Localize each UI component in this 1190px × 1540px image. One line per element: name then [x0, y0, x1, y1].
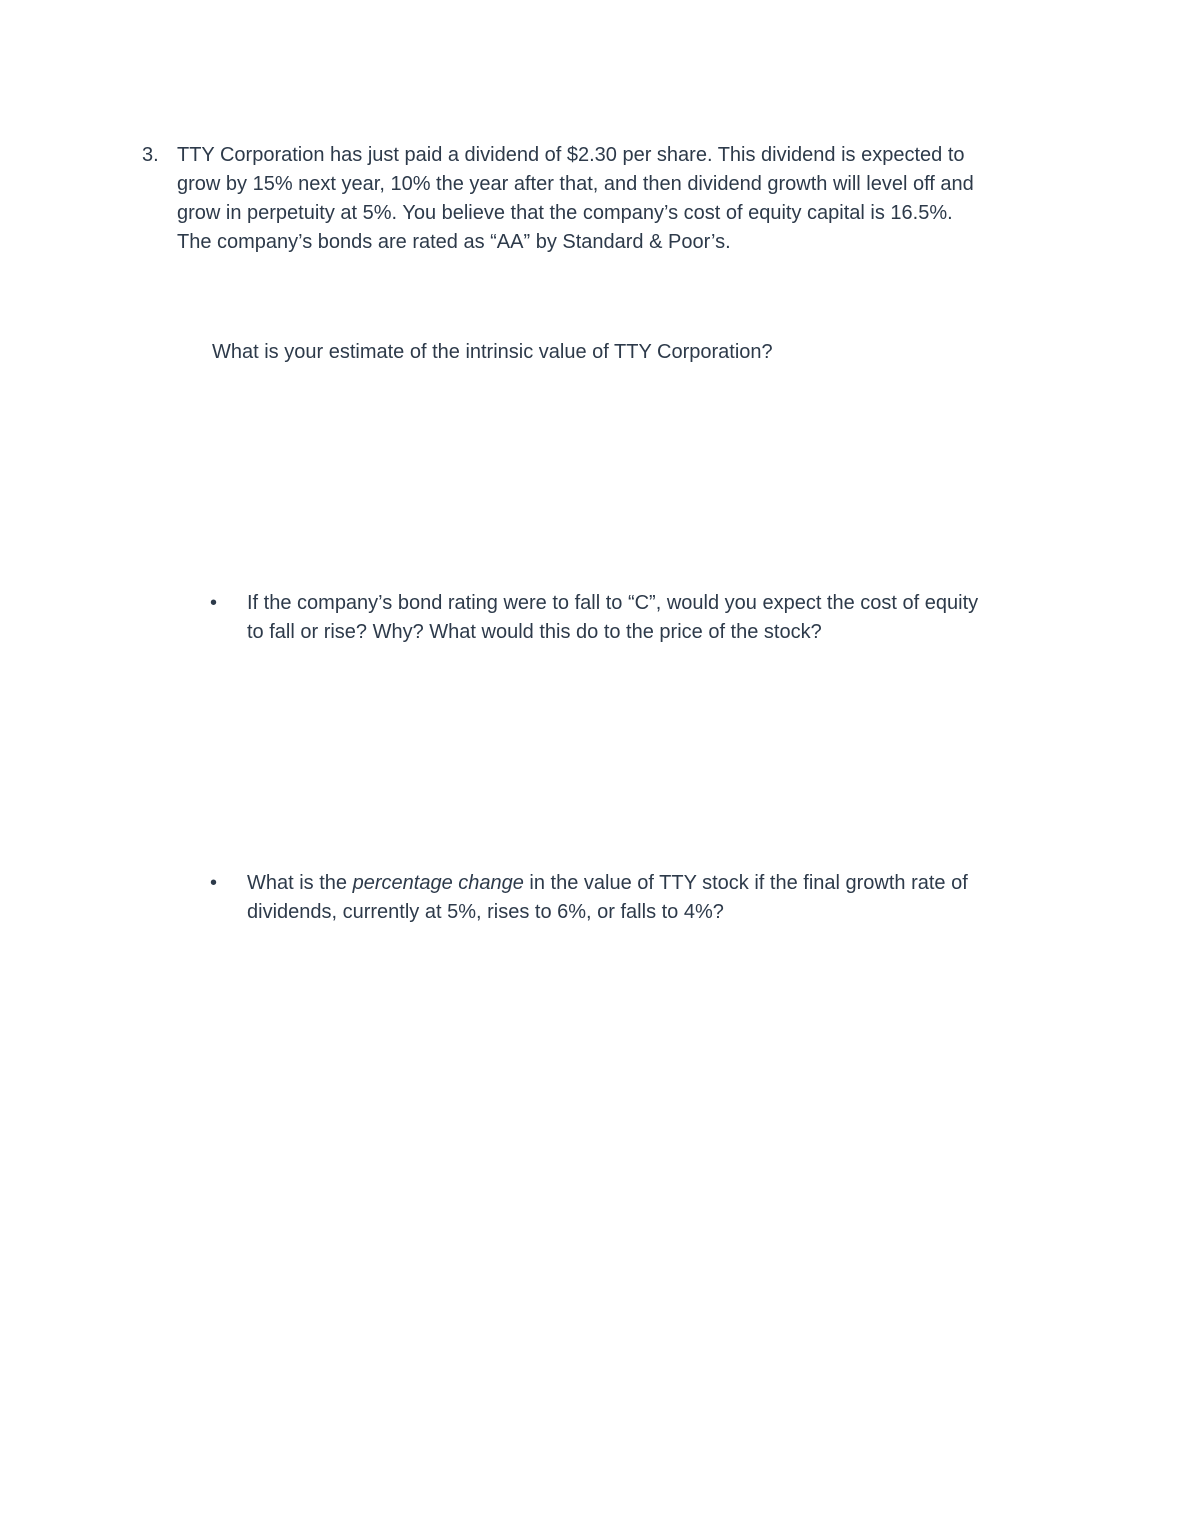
bullet-text-segment: What is the [247, 872, 353, 894]
bullet-line: to fall or rise? Why? What would this do to the price of the stock? [247, 621, 822, 643]
bullet-text [247, 869, 1067, 927]
bullet-icon: • [210, 872, 218, 894]
question-line: grow by 15% next year, 10% the year after that, and then dividend growth will level off and [177, 173, 974, 195]
question-number: 3. [142, 144, 159, 166]
question-line: The company’s bonds are rated as “AA” by Standard & Poor’s. [177, 231, 731, 253]
question-line: grow in perpetuity at 5%. You believe that the company’s cost of equity capital is 16.5%. [177, 202, 953, 224]
question-line: TTY Corporation has just paid a dividend of $2.30 per share. This dividend is expected to [177, 144, 965, 166]
bullet-line [247, 869, 1067, 898]
bullet-line: dividends, currently at 5%, rises to 6%, or falls to 4%? [247, 901, 724, 923]
bullet-icon: • [210, 592, 218, 614]
bullet-text [247, 589, 1067, 647]
question-body [177, 141, 1057, 257]
emphasis-text: percentage change [352, 872, 524, 894]
sub-question-intrinsic-value: What is your estimate of the intrinsic value of TTY Corporation? [212, 341, 773, 363]
bullet-text-segment: in the value of TTY stock if the final growth rate of [523, 872, 968, 894]
bullet-line: If the company’s bond rating were to fall to “C”, would you expect the cost of equity [247, 592, 979, 614]
